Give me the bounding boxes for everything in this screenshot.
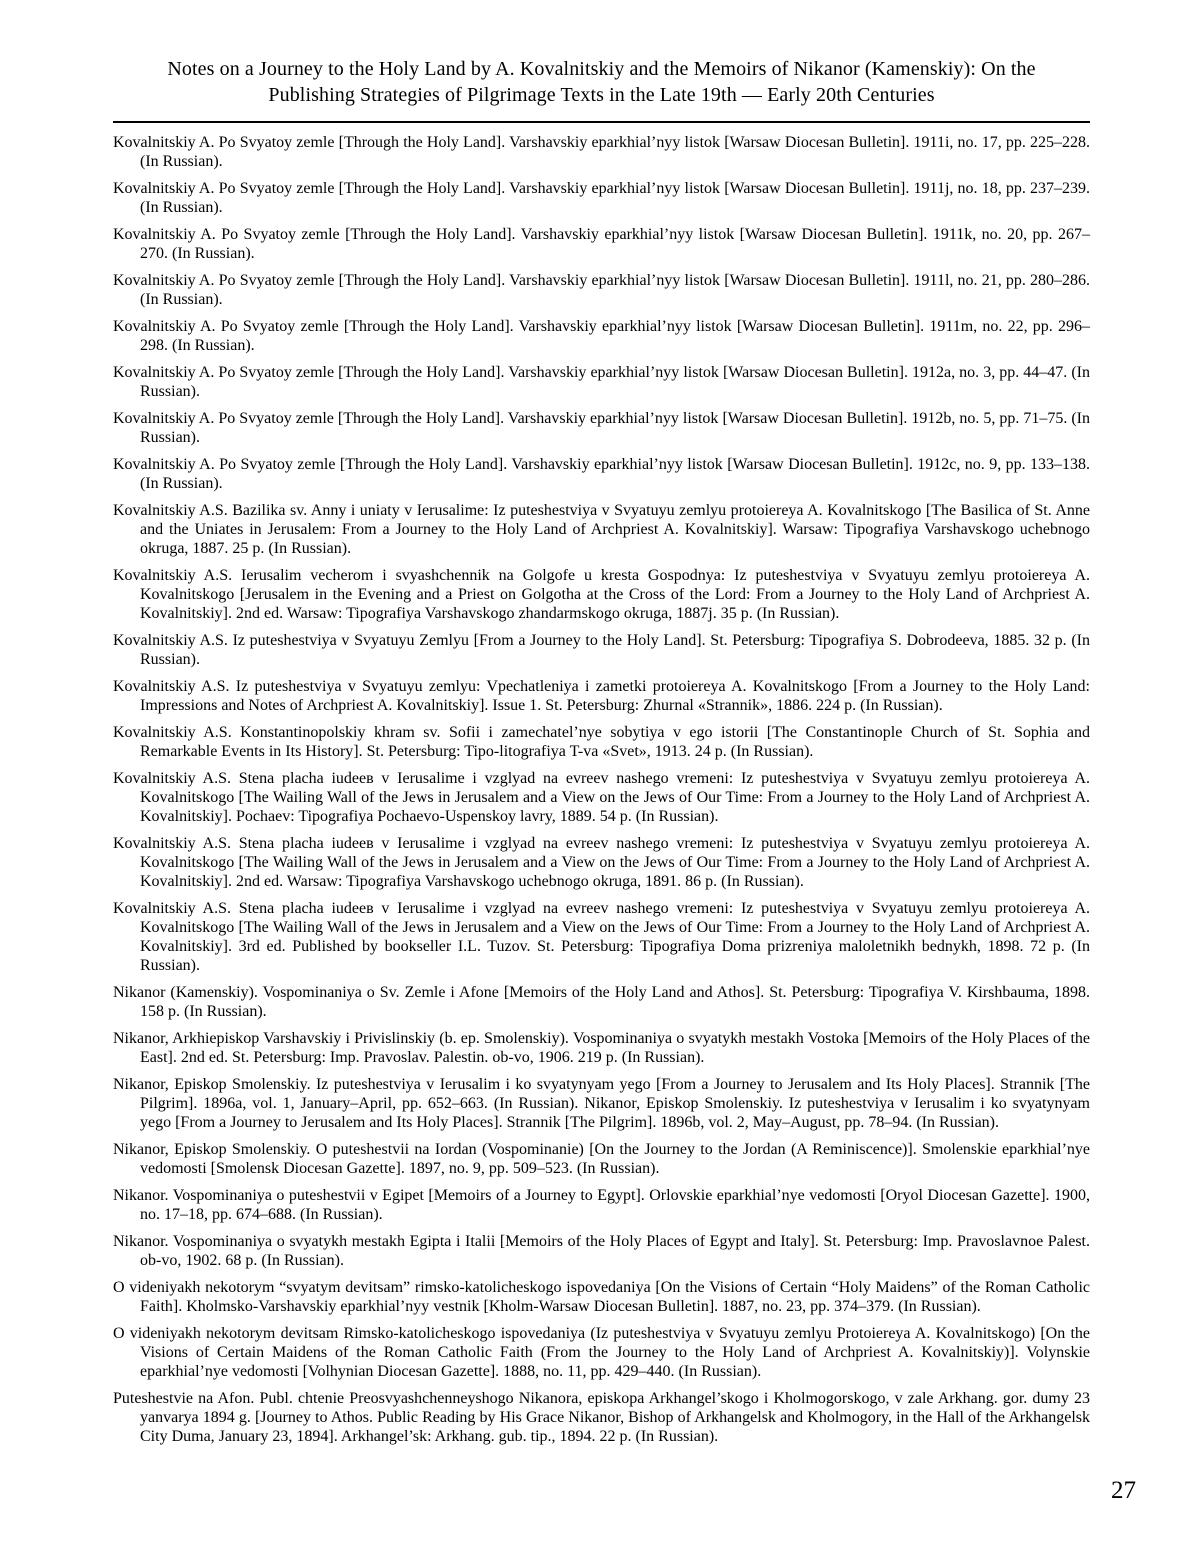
reference-entry: Kovalnitskiy A.S. Iz puteshestviya v Svyatuyu Zemlyu [From a Journey to the Holy Land]. St. Petersburg: Tipografiya S. Dobrodeeva, 1885. 32 p. (In Russian).: [113, 631, 1090, 668]
reference-entry: Kovalnitskiy A. Po Svyatoy zemle [Through the Holy Land]. Varshavskiy eparkhial’nyy listok [Warsaw Diocesan Bulletin]. 1911j, no. 18, pp. 237–239. (In Russian).: [113, 179, 1090, 216]
reference-entry: Nikanor, Episkop Smolenskiy. O puteshestvii na Iordan (Vospominanie) [On the Journey to the Jordan (A Reminiscence)]. Smolenskie eparkhial’nye vedomosti [Smolensk Diocesan Gazette]. 1897, no. 9, pp. 509–523. (In Russian).: [113, 1140, 1090, 1177]
reference-entry: Kovalnitskiy A. Po Svyatoy zemle [Through the Holy Land]. Varshavskiy eparkhial’nyy listok [Warsaw Diocesan Bulletin]. 1911m, no. 22, pp. 296–298. (In Russian).: [113, 317, 1090, 354]
reference-entry: Nikanor. Vospominaniya o puteshestvii v Egipet [Memoirs of a Journey to Egypt]. Orlovskie eparkhial’nye vedomosti [Oryol Diocesan Gazette]. 1900, no. 17–18, pp. 674–688. (In Russian).: [113, 1186, 1090, 1223]
page-title: Notes on a Journey to the Holy Land by A. Kovalnitskiy and the Memoirs of Nikanor (Kamenskiy): On the Publishing Strategies of Pilgrimage Texts in the Late 19th — Early 20th Centuries: [167, 58, 1036, 107]
page-content: [113, 0, 1090, 1446]
reference-entry: Kovalnitskiy A.S. Ierusalim vecherom i svyashchennik na Golgofe u kresta Gospodnya: Iz puteshestviya v Svyatuyu zemlyu protoiereya A. Kovalnitskogo [Jerusalem in the Evening and a Priest on Golgotha at the Cross of the Lord: From a Journey to the Holy Land of Archpriest A. Kovalnitskiy]. 2nd ed. Warsaw: Tipografiya Varshavskogo zhandarmskogo okruga, 1887j. 35 p. (In Russian).: [113, 566, 1090, 622]
references-list: [113, 133, 1090, 1446]
header-rule: [113, 121, 1090, 123]
reference-entry: Kovalnitskiy A.S. Iz puteshestviya v Svyatuyu zemlyu: Vpechatleniya i zametki protoiereya A. Kovalnitskogo [From a Journey to the Holy Land: Impressions and Notes of Archpriest A. Kovalnitskiy]. Issue 1. St. Petersburg: Zhurnal «Strannik», 1886. 224 p. (In Russian).: [113, 677, 1090, 714]
reference-entry: Kovalnitskiy A. Po Svyatoy zemle [Through the Holy Land]. Varshavskiy eparkhial’nyy listok [Warsaw Diocesan Bulletin]. 1911l, no. 21, pp. 280–286. (In Russian).: [113, 271, 1090, 308]
reference-entry: Nikanor, Episkop Smolenskiy. Iz puteshestviya v Ierusalim i ko svyatynyam yego [From a Journey to Jerusalem and Its Holy Places]. Strannik [The Pilgrim]. 1896a, vol. 1, January–April, pp. 652–663. (In Russian). Nikanor, Episkop Smolenskiy. Iz puteshestviya v Ierusalim i ko svyatynyam yego [From a Journey to Jerusalem and Its Holy Places]. Strannik [The Pilgrim]. 1896b, vol. 2, May–August, pp. 78–94. (In Russian).: [113, 1075, 1090, 1131]
reference-entry: Nikanor, Arkhiepiskop Varshavskiy i Privislinskiy (b. ep. Smolenskiy). Vospominaniya o svyatykh mestakh Vostoka [Memoirs of the Holy Places of the East]. 2nd ed. St. Petersburg: Imp. Pravoslav. Palestin. ob-vo, 1906. 219 p. (In Russian).: [113, 1029, 1090, 1066]
reference-entry: Puteshestvie na Afon. Publ. chtenie Preosvyashchenneyshogo Nikanora, episkopa Arkhangel’skogo i Kholmogorskogo, v zale Arkhang. gor. dumy 23 yanvarya 1894 g. [Journey to Athos. Public Reading by His Grace Nikanor, Bishop of Arkhangelsk and Kholmogory, in the Hall of the Arkhangelsk City Duma, January 23, 1894]. Arkhangel’sk: Arkhang. gub. tip., 1894. 22 p. (In Russian).: [113, 1389, 1090, 1445]
reference-entry: Nikanor. Vospominaniya o svyatykh mestakh Egipta i Italii [Memoirs of the Holy Places of Egypt and Italy]. St. Petersburg: Imp. Pravoslavnoe Palest. ob-vo, 1902. 68 p. (In Russian).: [113, 1232, 1090, 1269]
reference-entry: O videniyakh nekotorym devitsam Rimsko-katolicheskogo ispovedaniya (Iz puteshestviya v Svyatuyu zemlyu Protoiereya A. Kovalnitskogo) [On the Visions of Certain Maidens of the Roman Catholic Faith (From the Journey to the Holy Land of Archpriest A. Kovalnitskiy)]. Volynskie eparkhial’nye vedomosti [Volhynian Diocesan Gazette]. 1888, no. 11, pp. 429–440. (In Russian).: [113, 1324, 1090, 1380]
reference-entry: O videniyakh nekotorym “svyatym devitsam” rimsko-katolicheskogo ispovedaniya [On the Visions of Certain “Holy Maidens” of the Roman Catholic Faith]. Kholmsko-Varshavskiy eparkhial’nyy vestnik [Kholm-Warsaw Diocesan Bulletin]. 1887, no. 23, pp. 374–379. (In Russian).: [113, 1278, 1090, 1315]
reference-entry: Kovalnitskiy A.S. Bazilika sv. Anny i uniaty v Ierusalime: Iz puteshestviya v Svyatuyu zemlyu protoiereya A. Kovalnitskogo [The Basilica of St. Anne and the Uniates in Jerusalem: From a Journey to the Holy Land of Archpriest A. Kovalnitskiy]. Warsaw: Tipografiya Varshavskogo uchebnogo okruga, 1887. 25 p. (In Russian).: [113, 501, 1090, 557]
page-number: 27: [1111, 1477, 1136, 1504]
reference-entry: Kovalnitskiy A.S. Konstantinopolskiy khram sv. Sofii i zamechatel’nye sobytiya v ego istorii [The Constantinople Church of St. Sophia and Remarkable Events in Its History]. St. Petersburg: Tipo-litografiya T-va «Svet», 1913. 24 p. (In Russian).: [113, 723, 1090, 760]
reference-entry: Kovalnitskiy A. Po Svyatoy zemle [Through the Holy Land]. Varshavskiy eparkhial’nyy listok [Warsaw Diocesan Bulletin]. 1911k, no. 20, pp. 267–270. (In Russian).: [113, 225, 1090, 262]
reference-entry: Nikanor (Kamenskiy). Vospominaniya o Sv. Zemle i Afone [Memoirs of the Holy Land and Athos]. St. Petersburg: Tipografiya V. Kirshbauma, 1898. 158 p. (In Russian).: [113, 983, 1090, 1020]
reference-entry: Kovalnitskiy A.S. Stena placha iudeeв v Ierusalime i vzglyad na evreev nashego vremeni: Iz puteshestviya v Svyatuyu zemlyu protoiereya A. Kovalnitskogo [The Wailing Wall of the Jews in Jerusalem and a View on the Jews of Our Time: From a Journey to the Holy Land of Archpriest A. Kovalnitskiy]. Pochaev: Tipografiya Pochaevo-Uspenskoy lavry, 1889. 54 p. (In Russian).: [113, 769, 1090, 825]
reference-entry: Kovalnitskiy A. Po Svyatoy zemle [Through the Holy Land]. Varshavskiy eparkhial’nyy listok [Warsaw Diocesan Bulletin]. 1911i, no. 17, pp. 225–228. (In Russian).: [113, 133, 1090, 170]
reference-entry: Kovalnitskiy A. Po Svyatoy zemle [Through the Holy Land]. Varshavskiy eparkhial’nyy listok [Warsaw Diocesan Bulletin]. 1912a, no. 3, pp. 44–47. (In Russian).: [113, 363, 1090, 400]
reference-entry: Kovalnitskiy A.S. Stena placha iudeeв v Ierusalime i vzglyad na evreev nashego vremeni: Iz puteshestviya v Svyatuyu zemlyu protoiereya A. Kovalnitskogo [The Wailing Wall of the Jews in Jerusalem and a View on the Jews of Our Time: From a Journey to the Holy Land of Archpriest A. Kovalnitskiy]. 2nd ed. Warsaw: Tipografiya Varshavskogo uchebnogo okruga, 1891. 86 p. (In Russian).: [113, 834, 1090, 890]
reference-entry: Kovalnitskiy A. Po Svyatoy zemle [Through the Holy Land]. Varshavskiy eparkhial’nyy listok [Warsaw Diocesan Bulletin]. 1912c, no. 9, pp. 133–138. (In Russian).: [113, 455, 1090, 492]
reference-entry: Kovalnitskiy A.S. Stena placha iudeeв v Ierusalime i vzglyad na evreev nashego vremeni: Iz puteshestviya v Svyatuyu zemlyu protoiereya A. Kovalnitskogo [The Wailing Wall of the Jews in Jerusalem and a View on the Jews of Our Time: From a Journey to the Holy Land of Archpriest A. Kovalnitskiy]. 3rd ed. Published by bookseller I.L. Tuzov. St. Petersburg: Tipografiya Doma prizreniya maloletnikh bednykh, 1898. 72 p. (In Russian).: [113, 899, 1090, 974]
reference-entry: Kovalnitskiy A. Po Svyatoy zemle [Through the Holy Land]. Varshavskiy eparkhial’nyy listok [Warsaw Diocesan Bulletin]. 1912b, no. 5, pp. 71–75. (In Russian).: [113, 409, 1090, 446]
